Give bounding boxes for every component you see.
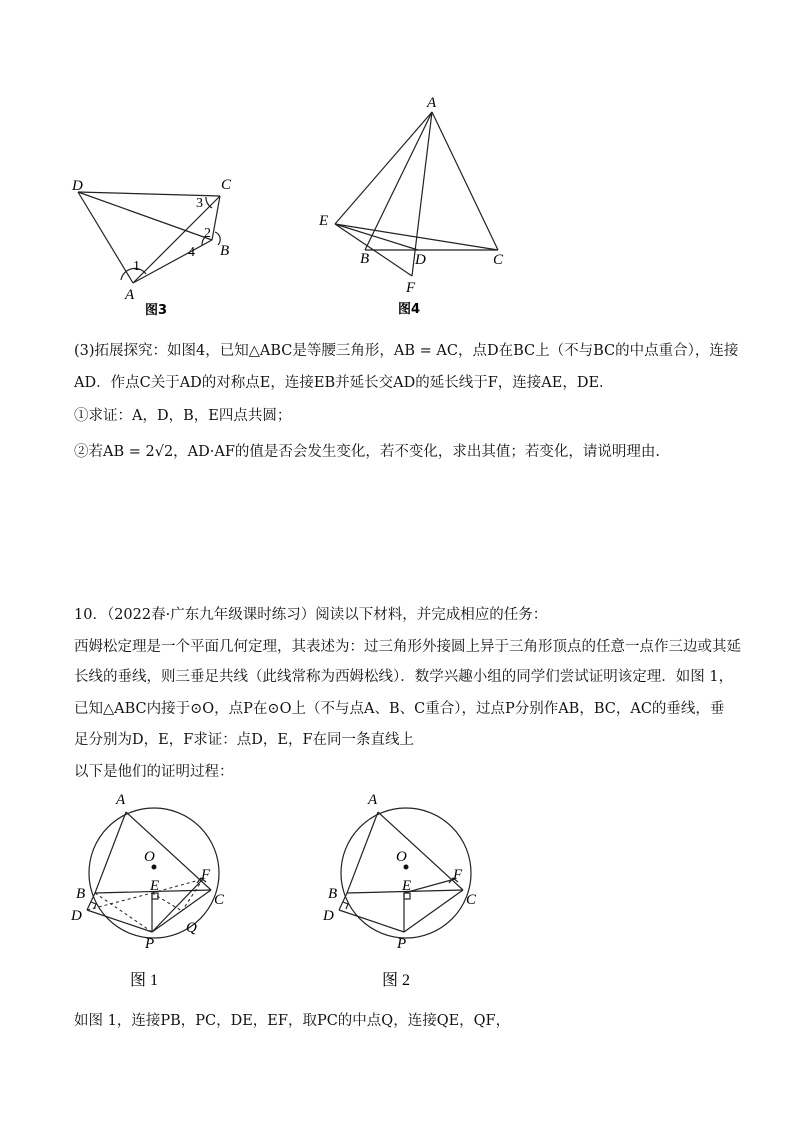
- fig3-caption: 图3: [145, 303, 168, 318]
- c2-label-E: E: [402, 878, 412, 894]
- c1-label-D: D: [71, 908, 82, 924]
- fig3-label-B: B: [220, 243, 230, 259]
- q10-title: 10．（2022春·广东九年级课时练习）阅读以下材料，并完成相应的任务：: [74, 607, 548, 623]
- q10-line6: 如图 1，连接PB，PC，DE，EF，取PC的中点Q，连接QE，QF，: [74, 1013, 511, 1029]
- fig4-label-A: A: [427, 95, 437, 111]
- c1-label-C: C: [214, 892, 225, 908]
- fig3-angle-4: 4: [188, 245, 195, 260]
- c1-label-Q: Q: [186, 920, 197, 936]
- c2-label-C: C: [466, 892, 477, 908]
- fig3-angle-1: 1: [133, 259, 140, 274]
- part3-question1: ①求证：A，D，B，E四点共圆；: [74, 408, 292, 424]
- c2-label-D: D: [323, 908, 334, 924]
- part3-question2: ②若AB = 2√2，AD·AF的值是否会发生变化，若不变化，求出其值；若变化，请说明理由.: [74, 444, 661, 460]
- fig4-label-C: C: [493, 252, 504, 268]
- q10-line4: 足分别为D，E，F求证：点D，E，F在同一条直线上: [74, 732, 415, 748]
- c1-label-A: A: [116, 792, 126, 808]
- q10-line3: 已知△ABC内接于⊙O，点P在⊙O上（不与点A、B、C重合），过点P分别作AB，BC，AC的垂线，垂: [74, 701, 725, 717]
- q10-line1: 西姆松定理是一个平面几何定理，其表述为：过三角形外接圆上异于三角形顶点的任意一点作三边或其延: [74, 639, 741, 655]
- q10-line5: 以下是他们的证明过程：: [74, 764, 234, 780]
- figure-3: [60, 170, 250, 320]
- c1-label-P: P: [145, 936, 155, 952]
- c2-label-O: O: [396, 849, 407, 865]
- fig3-label-C: C: [221, 177, 232, 193]
- part3-line2: AD．作点C关于AD的对称点E，连接EB并延长交AD的延长线于F，连接AE，DE．: [74, 375, 614, 391]
- fig3-angle-2: 2: [204, 226, 211, 241]
- figure-4: [310, 90, 530, 320]
- fig4-label-D: D: [415, 252, 426, 268]
- fig3-label-D: D: [72, 178, 83, 194]
- fig4-caption: 图4: [398, 302, 421, 317]
- c2-label-P: P: [397, 936, 407, 952]
- circle-figure-1: [64, 780, 244, 995]
- c1-label-B: B: [76, 886, 86, 902]
- c1-label-O: O: [144, 849, 155, 865]
- q10-line2: 长线的垂线，则三垂足共线（此线常称为西姆松线）．数学兴趣小组的同学们尝试证明该定理．如图 1，: [74, 669, 734, 685]
- fig4-label-B: B: [360, 251, 370, 267]
- fig3-label-A: A: [125, 287, 135, 303]
- c2-label-F: F: [453, 867, 463, 883]
- fig3-angle-3: 3: [196, 196, 203, 211]
- part3-line1: (3)拓展探究：如图4，已知△ABC是等腰三角形，AB = AC，点D在BC上（不与BC的中点重合），连接: [74, 343, 739, 359]
- circle-figure-2: [316, 780, 496, 995]
- fig4-label-E: E: [319, 213, 329, 229]
- c1-label-E: E: [150, 878, 160, 894]
- circle-figure-2-caption: 图 2: [382, 972, 411, 989]
- c2-label-A: A: [368, 792, 378, 808]
- circle-figure-1-caption: 图 1: [130, 972, 159, 989]
- fig4-label-F: F: [406, 280, 416, 296]
- c2-label-B: B: [328, 886, 338, 902]
- c1-label-F: F: [201, 867, 211, 883]
